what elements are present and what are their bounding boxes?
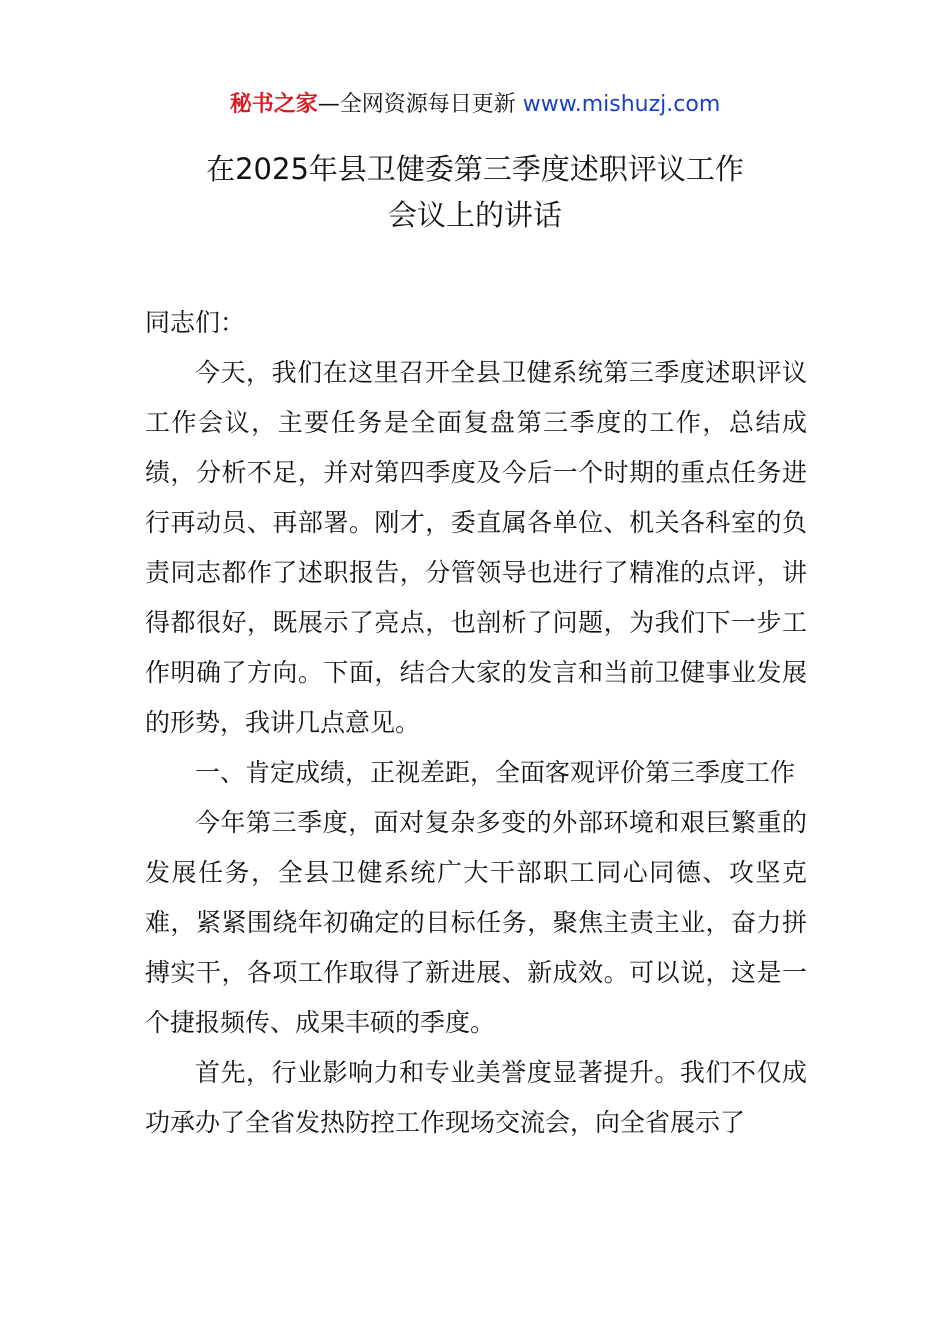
site-url-link[interactable]: www.mishuzj.com xyxy=(522,92,721,117)
brand-name: 秘书之家 xyxy=(229,92,318,117)
paragraph-first-point: 首先，行业影响力和专业美誉度显著提升。我们不仅成功承办了全省发热防控工作现场交流会，向全省展示了 xyxy=(145,1058,807,1137)
title-line-2: 会议上的讲话 xyxy=(387,198,562,232)
paragraph-summary: 今年第三季度，面对复杂多变的外部环境和艰巨繁重的发展任务，全县卫健系统广大干部职工同心同德、攻坚克难，紧紧围绕年初确定的目标任务，聚焦主责主业，奋力拼搏实干，各项工作取得了新进展、新成效。可以说，这是一个捷报频传、成果丰硕的季度。 xyxy=(145,808,807,1037)
header-tagline: —全网资源每日更新 xyxy=(317,92,523,117)
section-heading-1: 一、肯定成绩，正视差距，全面客观评价第三季度工作 xyxy=(195,758,796,787)
site-header xyxy=(0,88,950,122)
document-body xyxy=(145,298,807,1148)
title-line-1: 在2025年县卫健委第三季度述职评议工作 xyxy=(206,152,744,186)
page-title xyxy=(0,146,950,238)
salutation: 同志们： xyxy=(145,308,246,337)
paragraph-intro: 今天，我们在这里召开全县卫健系统第三季度述职评议工作会议，主要任务是全面复盘第三季度的工作，总结成绩，分析不足，并对第四季度及今后一个时期的重点任务进行再动员、再部署。刚才，委直属各单位、机关各科室的负责同志都作了述职报告，分管领导也进行了精准的点评，讲得都很好，既展示了亮点，也剖析了问题，为我们下一步工作明确了方向。下面，结合大家的发言和当前卫健事业发展的形势，我讲几点意见。 xyxy=(145,358,807,737)
